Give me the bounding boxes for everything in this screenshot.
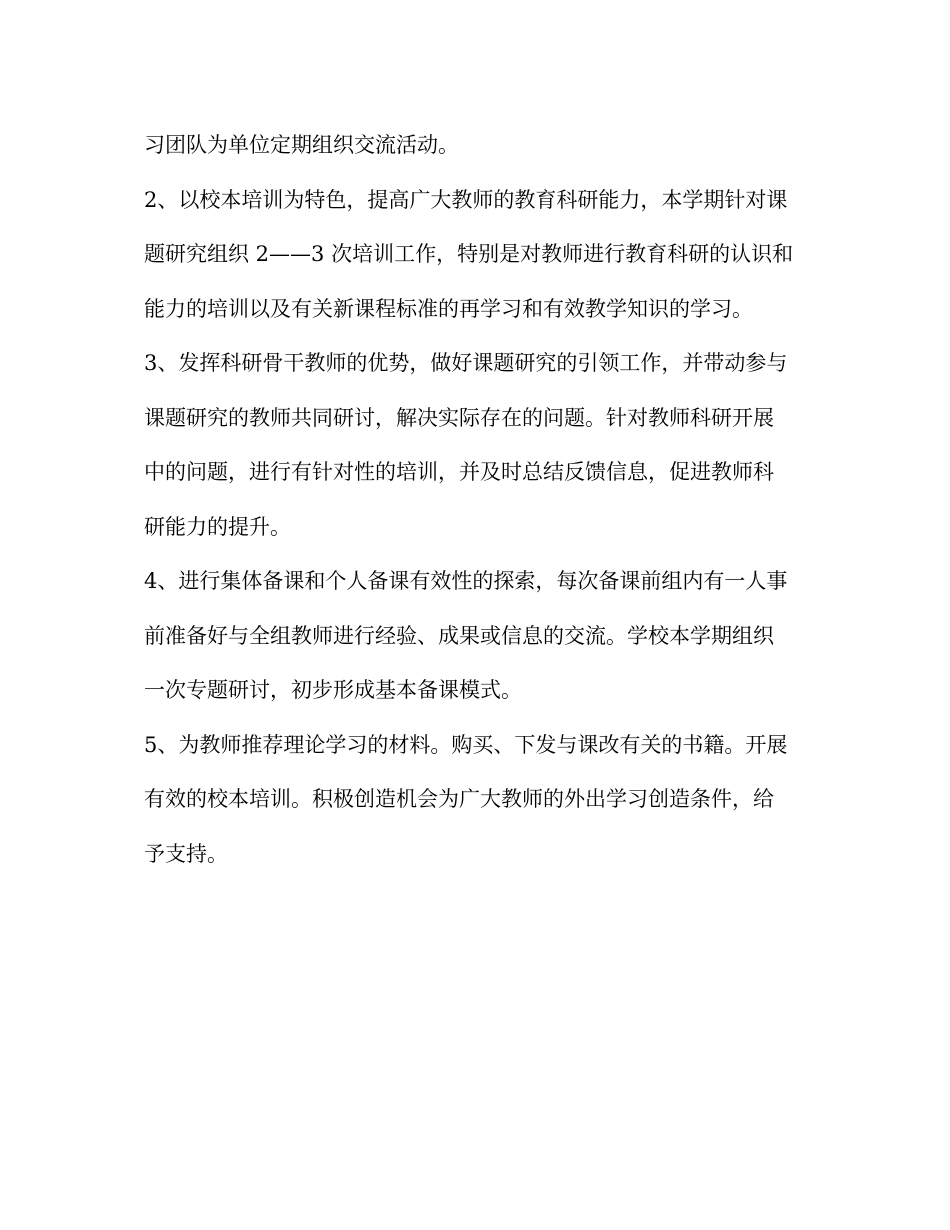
text-line: 2、以校本培训为特色，提高广大教师的教育科研能力，本学期针对课 [144, 187, 788, 212]
text-line: 研能力的提升。 [144, 514, 291, 539]
text-line: 有效的校本培训。积极创造机会为广大教师的外出学习创造条件，给 [144, 787, 774, 811]
text-line: 3、发挥科研骨干教师的优势，做好课题研究的引领工作，并带动参与 [144, 351, 788, 375]
text-line: 4、进行集体备课和个人备课有效性的探索，每次备课前组内有一人事 [144, 569, 788, 593]
text-line: 题研究组织 2——3 次培训工作，特别是对教师进行教育科研的认识和 [144, 242, 794, 266]
text-line: 习团队为单位定期组织交流活动。 [144, 133, 459, 157]
text-line: 5、为教师推荐理论学习的材料。购买、下发与课改有关的书籍。开展 [144, 732, 788, 757]
text-line: 一次专题研讨，初步形成基本备课模式。 [144, 678, 522, 702]
text-line: 予支持。 [144, 841, 228, 866]
text-line: 中的问题，进行有针对性的培训，并及时总结反馈信息，促进教师科 [144, 460, 774, 484]
text-line: 课题研究的教师共同研讨，解决实际存在的问题。针对教师科研开展 [144, 405, 774, 430]
text-line: 能力的培训以及有关新课程标准的再学习和有效教学知识的学习。 [144, 296, 753, 321]
document-body [144, 118, 810, 881]
text-line: 前准备好与全组教师进行经验、成果或信息的交流。学校本学期组织 [144, 623, 774, 648]
